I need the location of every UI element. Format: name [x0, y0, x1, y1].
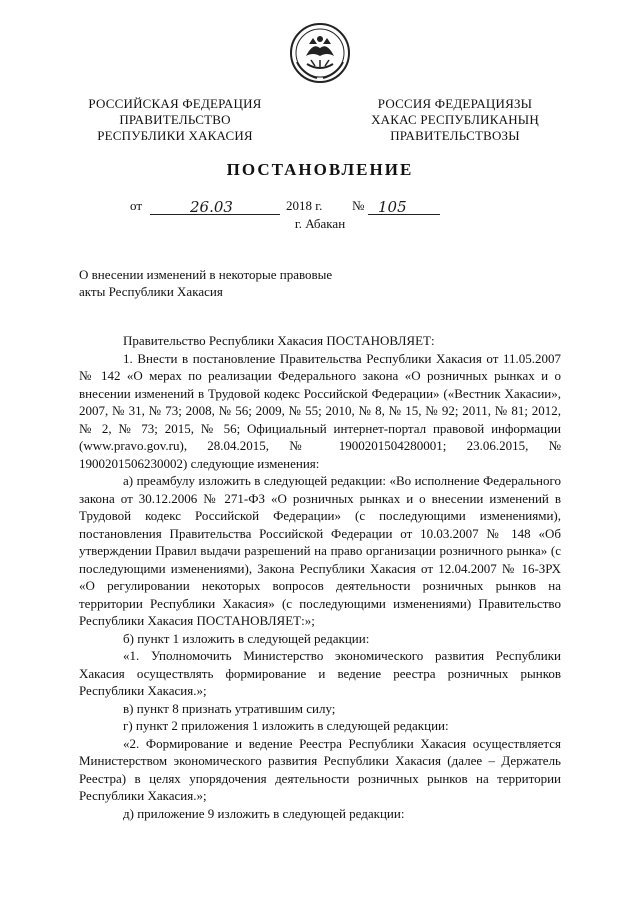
header-left-line: РЕСПУБЛИКИ ХАКАСИЯ [97, 128, 253, 143]
year-label: 2018 г. [286, 198, 323, 213]
handwritten-number: 105 [378, 198, 407, 216]
body-paragraph: в) пункт 8 признать утратившим силу; [123, 700, 336, 716]
body-paragraph: «1. Уполномочить Министерство экономического развития Республики Хакасия осуществлять формирование и ведение реестра розничных рынков Республики Хакасия.»; [79, 648, 561, 698]
subject-line: акты Республики Хакасия [79, 284, 223, 299]
header-right-line: ПРАВИТЕЛЬСТВОЗЫ [390, 128, 520, 143]
header-left-line: ПРАВИТЕЛЬСТВО [119, 112, 231, 127]
header-right-line: ХАКАС РЕСПУБЛИКАНЫҢ [371, 112, 539, 127]
header-left-line: РОССИЙСКАЯ ФЕДЕРАЦИЯ [88, 96, 262, 111]
body-paragraph: г) пункт 2 приложения 1 изложить в следующей редакции: [123, 718, 449, 733]
city-label: г. Абакан [294, 216, 346, 231]
body-paragraph: Правительство Республики Хакасия ПОСТАНОВЛЯЕТ: [123, 333, 435, 348]
body-paragraph: а) преамбулу изложить в следующей редакции: «Во исполнение Федерального закона от 30.12.2006 № 271-ФЗ «О розничных рынках и о внесении изменений в Трудовой кодекс Российской Федерации» (с последующими изменениями), постановления Правительства Российской Федерации от 10.03.2007 № 148 «Об утверждении Правил выдачи разрешений на право организации розничного рынка» (с последующими изменениями), Закона Республики Хакасия от 12.04.2007 № 16-ЗРХ «О регулировании некоторых вопросов деятельности розничных рынков на территории Республики Хакасия» (с последующими изменениями) Правительство Республики Хакасия ПОСТАНОВЛЯЕТ:»; [79, 473, 561, 628]
body-paragraph: д) приложение 9 изложить в следующей редакции: [123, 805, 405, 821]
document-body [79, 332, 561, 822]
header-left-russian [75, 96, 275, 144]
body-paragraph: «2. Формирование и ведение Реестра Республики Хакасия осуществляется Министерством экономического развития Республики Хакасия (далее – Держатель Реестра) в целях упорядочения деятельности розничных рынков на территории Республики Хакасия.»; [79, 735, 561, 803]
header-right-line: РОССИЯ ФЕДЕРАЦИЯЗЫ [377, 96, 533, 111]
subject-line: О внесении изменений в некоторые правовые [79, 267, 333, 282]
date-number-line [130, 198, 510, 218]
body-paragraph: 1. Внести в постановление Правительства Республики Хакасия от 11.05.2007 № 142 «О мерах по реализации Федерального закона «О розничных рынках и о внесении изменений в Трудовой кодекс Российской Федерации» («Вестник Хакасии», 2007, № 31, № 73; 2008, № 56; 2009, № 55; 2010, № 8, № 15, № 92; 2011, № 81; 2012, № 2, № 73; 2015, № 56; Официальный интернет-портал правовой информации (www.pravo.gov.ru), 28.04.2015, № 1900201504280001; 23.06.2015, № 1900201506230002) следующие изменения: [79, 350, 561, 471]
from-label: от [130, 198, 143, 213]
number-label: № [352, 198, 365, 213]
document-title: ПОСТАНОВЛЕНИЕ [226, 160, 414, 179]
header-right-khakas [355, 96, 555, 144]
handwritten-date: 26.03 [190, 198, 233, 216]
subject-heading [79, 266, 399, 300]
body-paragraph: б) пункт 1 изложить в следующей редакции: [123, 630, 370, 646]
coat-of-arms-emblem [289, 22, 351, 84]
